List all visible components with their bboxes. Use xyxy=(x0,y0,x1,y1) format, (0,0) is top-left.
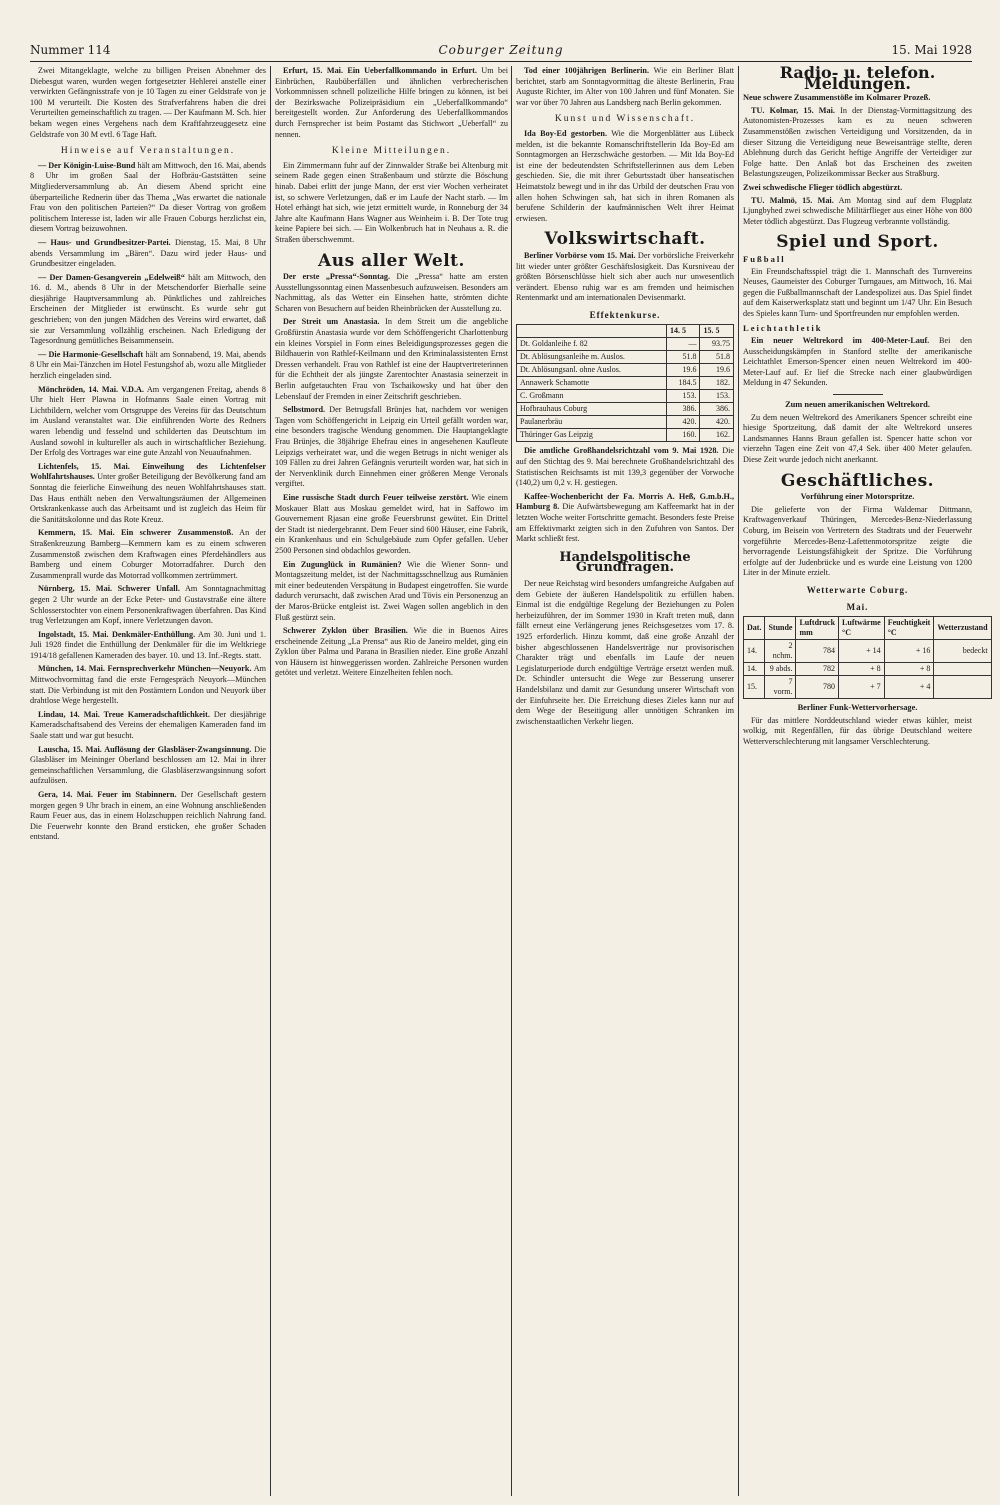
article xyxy=(275,272,508,314)
column-rule xyxy=(270,66,271,1496)
weather-table xyxy=(743,616,992,699)
article-list xyxy=(30,161,266,843)
subheading: Zwei schwedische Flieger tödlich abgestürzt. xyxy=(743,182,903,192)
article xyxy=(275,317,508,402)
section-title-big: Spiel und Sport. xyxy=(776,232,939,253)
table-cell: 51.8 xyxy=(666,351,700,364)
article xyxy=(743,106,972,180)
table-cell xyxy=(934,676,991,699)
article xyxy=(743,336,972,389)
table-body xyxy=(517,338,734,442)
article-lead: Lauscha, 15. Mai. Auflösung der Glasbläser-Zwangsinnung. xyxy=(38,744,252,754)
article-text: Ein Zimmermann fuhr auf der Zinnwalder Straße bei Altenburg mit seinem Rade gegen einen Straßenbaum und stürzte die Böschung hinab. Dabei erlitt der junge Mann, der erst vier Wochen verheiratet ist, so schwere Verletzungen, daß er im Laufe der Nacht starb. — Im Hotel erhängt hat sich, wie jetzt ermittelt wurde, in Ronneburg der 34 Jahre alte Kaufmann Hans Wagner aus Weinheim i. B. Der Tote trug keine Papiere bei sich. — Ein Wolkenbruch hat in Neuhaus a. R. die Straßen überschwemmt. xyxy=(275,160,508,244)
article-lead: TU. Malmö, 15. Mai. xyxy=(751,195,834,205)
article-lead: Berliner Vorbörse vom 15. Mai. xyxy=(524,250,636,260)
article-lead: Ingolstadt, 15. Mai. Denkmäler-Enthüllung. xyxy=(38,629,196,639)
subheading: Berliner Funk-Wettervorhersage. xyxy=(797,703,918,713)
table-cell: 184.5 xyxy=(666,377,700,390)
table-row xyxy=(744,640,992,663)
table-cell: 162. xyxy=(700,429,734,442)
article xyxy=(30,630,266,662)
article xyxy=(275,626,508,679)
article-text: Der diesjährige Kameradschaftsabend des Vereins der ehemaligen Kameraden fand im Saale statt und war gut besucht. xyxy=(30,709,266,741)
article-lead: Mönchröden, 14. Mai. V.D.A. xyxy=(38,384,144,394)
article xyxy=(516,66,734,108)
table-cell: 15. xyxy=(744,676,765,699)
table-header-cell: Luftwärme °C xyxy=(839,617,885,640)
article-lead: Die amtliche Großhandelsrichtzahl vom 9. Mai 1928. xyxy=(524,446,719,456)
table-cell: 784 xyxy=(796,640,839,663)
column-rule xyxy=(511,66,512,1496)
article-lead: Nürnberg, 15. Mai. Schwerer Unfall. xyxy=(38,584,180,594)
article xyxy=(30,462,266,526)
article-text: Wie die in Buenos Aires erscheinende Zeitung „La Prensa“ aus Rio de Janeiro meldet, ging ein Zyklon über Palma und Parana in Brasilien nieder. Eine große Anzahl von Häusern ist hinweggerissen worden. Zahlreiche Personen wurden getötet und verletzt. Weitere Einzelheiten fehlen noch. xyxy=(275,626,508,678)
article xyxy=(275,66,508,140)
table-cell: + 8 xyxy=(884,663,934,676)
subheading: Zum neuen amerikanischen Weltrekord. xyxy=(785,400,930,410)
table-cell: Thüringer Gas Leipzig xyxy=(517,429,667,442)
radio-banner: Radio- u. telefon. Meldungen. xyxy=(779,63,936,93)
page-number: Nummer 114 xyxy=(30,43,111,57)
article xyxy=(30,350,266,382)
article-text: Die Aufwärtsbewegung am Kaffeemarkt hat in der letzten Woche weiter Fortschritte gemacht. Besonders feste Preise am Effektivmarkt zeigten sich in den Zufuhren von Santos. Der Markt schließt fest. xyxy=(516,502,735,544)
article-lead: Eine russische Stadt durch Feuer teilweise zerstört. xyxy=(283,492,469,502)
article-text: Am vergangenen Freitag, abends 8 Uhr hielt Herr Plawna in Hofmanns Saale einen Vortrag mit Lichtbildern, welcher vom Ortsgruppe des Vereins für das Deutschtum im Ausland veranstaltet war. Die einführenden Worte des Redners waren lebendig und fesselnd und schilderten das Deutschtum im Ausland sowohl in kultureller als auch in wirtschaftlicher Beziehung. Der Erfolg des Vortrages war eine gute Anzahl von Neuaufnahmen. xyxy=(30,384,266,458)
article-lead: Lichtenfels, 15. Mai. Einweihung des Lichtenfelser Wohlfahrtshauses. xyxy=(30,461,266,482)
article-lead: — Haus- und Grundbesitzer-Partei. xyxy=(38,237,171,247)
article xyxy=(516,492,734,545)
article xyxy=(30,790,266,843)
table-body xyxy=(744,640,992,699)
weather-title: Wetterwarte Coburg. xyxy=(806,584,909,595)
article-lead: Kemmern, 15. Mai. Ein schwerer Zusammenstoß. xyxy=(38,528,234,538)
newspaper-name: Coburger Zeitung xyxy=(438,43,564,57)
article-lead: TU. Kolmar, 15. Mai. xyxy=(751,105,835,115)
table-cell: 386. xyxy=(666,403,700,416)
article-text: Wie einem Moskauer Blatt aus Moskau gemeldet wird, hat in Saffowo im Gouvernement Rjasan eine große Feuersbrunst gewütet. Ein Drittel der Stadt ist niedergebrannt. Dem Feuer sind 600 Häuser, eine Fabrik, ein Krankenhaus und ein Schulgebäude zum Opfer gefallen. Ueber 2500 Personen sind obdachlos geworden. xyxy=(275,492,508,555)
table-header-cell xyxy=(517,325,667,338)
table-cell: Hofbrauhaus Coburg xyxy=(517,403,667,416)
table-cell: Paulanerbräu xyxy=(517,416,667,429)
article-text: Für das mittlere Norddeutschland wieder etwas kühler, meist wolkig, mit Regenfällen, für das übrige Deutschland weitere Wetterverschlechterung mit langsamer Verschlechterung. xyxy=(743,715,972,746)
article-text: Der vorbörsliche Freiverkehr litt wieder unter größter Geschäftslosigkeit. Das Kursniveau der größten Börsenschlüsse hielt sich aber auch nur unwesentlich verändert. Ebenso ruhig war es am fremden und heimischen Rentenmarkt und am internationalen Devisenmarkt. xyxy=(516,250,735,303)
table-cell: 780 xyxy=(796,676,839,699)
article xyxy=(30,385,266,459)
article-text: hält am Mittwoch, den 16. Mai, abends 8 Uhr im großen Saal der Hofbräu-Gaststätten seine Mitgliederversammlung ab. An diesem Abend spricht eine überparteiliche Rednerin über das Thema „Was erwartet die nationale Frau von den politischen Parteien?“ Da dieser Vortrag von großem politischem Interesse ist, laden wir alle Frauen Coburgs herzlichst ein, diesem Vortrag beizuwohnen. xyxy=(30,160,266,234)
table-header-cell: 14. 5 xyxy=(666,325,700,338)
masthead xyxy=(30,40,972,62)
article-lead: — Der Königin-Luise-Bund xyxy=(38,160,136,170)
subheading: Vorführung einer Motorspritze. xyxy=(800,492,915,502)
article-lead: Selbstmord. xyxy=(283,405,326,415)
table-row xyxy=(744,663,992,676)
article-list xyxy=(275,272,508,679)
article-text: Wie ein Berliner Blatt berichtet, starb am Sonntagvormittag die älteste Berlinerin, Frau Auguste Richter, im Alter von 100 Jahren und fünf Monaten. Sie war vor über 70 Jahren aus Landsberg nach Berlin gekommen. xyxy=(516,66,735,107)
article-lead: Der Streit um Anastasia. xyxy=(283,317,380,327)
table-cell: 160. xyxy=(666,429,700,442)
table-cell: 420. xyxy=(666,416,700,429)
table-cell: 93.75 xyxy=(700,338,734,351)
table-cell: 14. xyxy=(744,640,765,663)
article xyxy=(275,405,508,490)
table-cell: 782 xyxy=(796,663,839,676)
article xyxy=(516,129,734,224)
table-header-cell: Stunde xyxy=(765,617,796,640)
table-row xyxy=(517,351,734,364)
article-text: In dem Streit um die angebliche Großfürstin Anastasia wurde vor dem Schöffengericht Charlottenburg ein kleines Vorspiel in Form eines Beleidigungsprozesses gegen die Bildhauerin von Rathlef-Keilmann und den Kriminalassistenten Ernst Dressen verhandelt. Frau von Rathlef ist eine der Hauptvertreterinnen für die Echtheit der als jüngste Zarentochter Anastasia seinerzeit in Berlin aufgetauchten Frau von Tschaikowsky und hat über den Lebenslauf der Fremden in einer Zeitschrift geschrieben. xyxy=(275,317,508,401)
table-cell: C. Großmann xyxy=(517,390,667,403)
article xyxy=(30,273,266,347)
table-cell: 420. xyxy=(700,416,734,429)
table-cell: 182. xyxy=(700,377,734,390)
article-lead: Gera, 14. Mai. Feuer im Stabinnern. xyxy=(38,790,177,799)
table-cell: + 8 xyxy=(839,663,885,676)
article-lead: Ein Zugunglück in Rumänien? xyxy=(283,559,402,569)
divider xyxy=(833,394,883,395)
table-row xyxy=(744,676,992,699)
table-cell: Annawerk Schamotte xyxy=(517,377,667,390)
table-cell: Dt. Goldanleihe f. 82 xyxy=(517,338,667,351)
table-header-cell: 15. 5 xyxy=(700,325,734,338)
stock-table xyxy=(516,324,734,442)
issue-date: 15. Mai 1928 xyxy=(891,43,972,57)
article-text: Die „Pressa“ hatte am ersten Ausstellungssonntag einen Massenbesuch aufzuweisen. Besonders am Nachmittag, als das Wetter ein Einsehen hatte, strömten dichte Scharen von Besuchern auf beiden Rheinbrücken der Ausstellung zu. xyxy=(275,272,508,313)
article-text: Die auf den Stichtag des 9. Mai berechnete Großhandelsrichtzahl des Statistischen Reichsamts ist mit 139,3 gegenüber der Vorwoche (140,2) um 0,2 v. H. gestiegen. xyxy=(516,446,735,488)
article xyxy=(30,584,266,626)
section-title-big: Aus aller Welt. xyxy=(318,250,465,271)
article xyxy=(275,493,508,557)
table-row xyxy=(517,429,734,442)
table-header-row xyxy=(744,617,992,640)
article-text: Der Gesellschaft gestern morgen gegen 9 Uhr brach in einem, an eine Wohnung anschließenden Raum Feuer aus, das in einem Holzschuppen reichlich Nahrung fand. Die Feuerwehr konnte den Brand ersticken, ehe großer Schaden entstand. xyxy=(30,790,266,842)
table-cell: + 7 xyxy=(839,676,885,699)
article-lead: — Der Damen-Gesangverein „Edelweiß“ xyxy=(38,272,185,282)
article-text: Wie die Wiener Sonn- und Montagszeitung meldet, ist der Nachmittagsschnellzug aus Rumänien mit einer bedeutenden Verspätung in Budapest eingetroffen. Sie wurde dadurch verursacht, daß zwischen Arad und Tövis ein Personenzug an der Maros-Brücke entgleist ist. Zwei Wagen sollen angeblich in den Fluß gestürzt sein. xyxy=(275,559,508,622)
article xyxy=(30,238,266,270)
article-text: hält am Sonnabend, 19. Mai, abends 8 Uhr ein Mai-Tänzchen im Hotel Festungshof ab, wozu alle Mitglieder herzlich eingeladen sind. xyxy=(30,349,267,381)
article-lead: Ida Boy-Ed gestorben. xyxy=(524,128,608,138)
article-text: Bei den Ausscheidungskämpfen in Stanford stellte der amerikanische Leichtathlet Emerson-Spencer einen neuen Weltrekord im 400-Meter-Lauf auf. Er lief die Strecke nach einer glaubwürdigen Meldung in 47 Sekunden. xyxy=(743,336,973,388)
subheading: Neue schwere Zusammenstöße im Kolmarer Prozeß. xyxy=(743,93,931,103)
article-text: hält am Mittwoch, den 16. d. M., abends 8 Uhr in der Metschendorfer Bierhalle seine diesjährige Hauptversammlung ab. Pünktliches und zahlreiches Erscheinen der Mitglieder ist erwünscht. Es wurde sehr gut geschrieben; von den jungen Mädchen des Vereins wird erwartet, daß sie zur Versammlung vollzählig erscheinen. Nach Erledigung der Tagesordnung gemütliches Beisammensein. xyxy=(30,272,266,346)
table-header-cell: Wetterzustand xyxy=(934,617,991,640)
article-text: Am Mittwochvormittag fand die erste Ferngespräch Neuyork—München statt. Die Verbindung ist mit den Postämtern London und Neuyork über drahtlose Wege hergestellt. xyxy=(30,664,266,706)
table-cell: + 14 xyxy=(839,640,885,663)
section-title: Handelspolitische Grundfragen. xyxy=(559,549,691,576)
section-title-big: Geschäftliches. xyxy=(780,470,935,491)
article-text: Am 30. Juni und 1. Juli 1928 findet die Enthüllung der Denkmäler für die im Weltkriege 1914/18 gefallenen Kameraden des bayer. 10. und 13. Inf.-Regts. statt. xyxy=(30,629,266,660)
article-lead: Tod einer 100jährigen Berlinerin. xyxy=(524,66,650,75)
column-1 xyxy=(30,66,266,1496)
article xyxy=(30,528,266,581)
table-header-cell: Feuchtigkeit °C xyxy=(884,617,934,640)
table-cell: Dt. Ablösungsanl. ohne Auslos. xyxy=(517,364,667,377)
article-intro: Zwei Mitangeklagte, welche zu billigen Preisen Abnehmer des Diebesgut waren, wurden wegen fortgesetzter Hehlerei anstelle einer verwirkten Gefängnisstrafe von je 10 Tagen zu einer Geldstrafe von je 100 M verurteilt. Die Kosten des Strafverfahrens haben die drei Verurteilten gemeinschaftlich zu tragen. — Der Kaufmann M. Sch. hier bekam wegen eines Vergehens nach dem Kraftfahrzeuggesetz eine Geldstrafe von 30 M evtl. 6 Tage Haft. xyxy=(30,66,266,139)
table-cell: 7 vorm. xyxy=(765,676,796,699)
table-cell: 19.6 xyxy=(666,364,700,377)
table-cell: 386. xyxy=(700,403,734,416)
section-title-big: Volkswirtschaft. xyxy=(544,229,706,250)
article xyxy=(516,251,734,304)
table-cell: 51.8 xyxy=(700,351,734,364)
article-text: Der neue Reichstag wird besonders umfangreiche Aufgaben auf dem Gebiete der äußeren Handelspolitik zu erfüllen haben. Einmal ist die endgültige Regelung der Beziehungen zu Polen herbeizuführen, der im Sommer 1930 in Kraft treten muß, dann fällt erneut eine Verlängerung jenes Reichsgesetzes vom 17. 8. 1925 erforderlich. Hinzu kommt, daß eine große Anzahl der bisher abgeschlossenen Handelsverträge nur provisorischen Charakter trägt und ebenfalls im Laufe der neuen Legislaturperiode durch endgültige Verträge ersetzt werden muß. Dr. Schindler untersucht die Wege zur Besserung unserer Handelsbilanz und damit zur Gesundung unserer Wirtschaft von der Einfuhrseite her. Die Erreichung dieses Zieles kann nur auf dem Wege der Beseitigung aller unnötigen Schranken im zwischenstaatlichen Verkehr liegen. xyxy=(516,579,734,726)
article-text: Am Sonntagnachmittag gegen 2 Uhr wurde an der Ecke Peter- und Gustavstraße eine ältere Schlosserstochter von einem Personenkraftwagen überfahren. Das Kind trug Verletzungen am Kopf, innere Verletzungen davon. xyxy=(30,584,266,626)
table-header-cell: Luftdruck mm xyxy=(796,617,839,640)
article-text: Dienstag, 15. Mai, 8 Uhr abends Versammlung im „Bären“. Dazu wird jeder Haus- und Grundbesitzer eingeladen. xyxy=(30,237,266,269)
sport-category: Fußball xyxy=(743,253,786,264)
article xyxy=(30,664,266,706)
article xyxy=(30,161,266,235)
article-text: Der Betrugsfall Brünjes hat, nachdem vor wenigen Tagen vom Schöffengericht in Leipzig ein Urteil gefällt worden war, eine besonders tragische Wendung genommen. Die Hauptangeklagte Frau Brünjes, die 38jährige Ehefrau eines in angesehenen Kaufleute Leipzigs verheiratet war, und die wegen Betrugs in nicht weniger als 109 Fällen zu drei Jahren Gefängnis verurteilt worden war, hat sich in der Nervenklinik durch Einnehmen einer größeren Menge Veronals vergiftet. xyxy=(275,405,508,489)
table-cell: bedeckt xyxy=(934,640,991,663)
article-text: Unter großer Beteiligung der Bevölkerung fand am Sonntag die feierliche Einweihung des neuen Wohlfahrtshauses statt. Das Haus enthält neben den Verwaltungsräumen der Allgemeinen Ortskrankenkasse auch das Arbeitsamt und ist zugleich das Heim für die Sanitätskolonne und das Rote Kreuz. xyxy=(30,472,266,524)
column-2 xyxy=(275,66,508,1496)
article-text: Zu dem neuen Weltrekord des Amerikaners Spencer schreibt eine hiesige Sportzeitung, daß damit der alte Weltrekord unseres Landsmannes Hanns Braun gefallen ist. Spencer hatte schon vor vierzehn Tagen eine Zeit von 47,4 Sek. über 400 Meter gelaufen. Diese Zeit wurde jedoch nicht anerkannt. xyxy=(743,412,972,464)
table-cell: 153. xyxy=(666,390,700,403)
article-text: Die Glasbläser im Meininger Oberland beschlossen am 12. Mai in ihrer gemeinschaftlichen Versammlung, die Glasbläserzwangsinnung sofort aufzulösen. xyxy=(30,744,266,786)
table-row xyxy=(517,416,734,429)
table-cell: + 16 xyxy=(884,640,934,663)
table-title: Effektenkurse. xyxy=(589,309,661,320)
table-header-cell: Dat. xyxy=(744,617,765,640)
table-cell: + 4 xyxy=(884,676,934,699)
section-title: Kleine Mitteilungen. xyxy=(331,146,452,157)
article-text: Ein Freundschaftsspiel trägt die 1. Mannschaft des Turnvereins Neuses, Gaumeister des Coburger Turngaues, am Mittwoch, 16. Mai gegen die Fußballmannschaft der Landespolizei aus. Das Spiel findet auf dem Kaiserwerksplatz statt und beginnt um 1/47 Uhr. Ein Besuch des Spieles kann Turn- und Sportfreunden nur empfohlen werden. xyxy=(743,266,972,318)
sport-category: Leichtathletik xyxy=(743,323,823,334)
article-lead: Lindau, 14. Mai. Treue Kameradschaftlichkeit. xyxy=(38,709,210,719)
table-row xyxy=(517,338,734,351)
article xyxy=(30,745,266,787)
article-text: In der Dienstag-Vormittagsitzung des Autonomisten-Prozesses kam es zu neuen schweren Zusammenstößen zwischen Verteidigung und Vorsitzenden, da in dieser Sitzung die Verteidigung neue Beweisanträge stellte, deren Ablehnung durch das Gericht heftige Angriffe der Verteidiger zur Folge hatte. Den Anlaß bot das Erscheinen des zweiten Belastungszeugen, Polizeikommissar Becker aus Straßburg. xyxy=(743,105,972,179)
column-3 xyxy=(516,66,734,1496)
weather-month: Mai. xyxy=(846,601,869,612)
table-row xyxy=(517,377,734,390)
table-cell xyxy=(934,663,991,676)
table-row xyxy=(517,364,734,377)
article-text: Um bei Einbrüchen, Raubüberfällen und ähnlichen verbrecherischen Vorkommnissen schnell polizeiliche Hilfe bringen zu können, ist bei der Bezirkswache Polizeipräsidium ein „Ueberfallkommando“ bereitgestellt worden. Zur Anforderung des Ueberfallkommandos durch Fernsprecher ist beim Postamt das Stichwort „Ueberfall“ zu nennen. xyxy=(275,66,508,139)
column-rule xyxy=(738,66,739,1496)
article-lead: München, 14. Mai. Fernsprechverkehr München—Neuyork. xyxy=(38,664,252,674)
article xyxy=(516,446,734,488)
article-text: Wie die Morgenblätter aus Lübeck melden, ist die bekannte Romanschriftstellerin Ida Boy-Ed am Sonntagmorgen an Herzschwäche gestorben. — Mit Ida Boy-Ed ist eine der bedeutendsten Schriftstellerinnen aus dem Leben geschieden. Sie, die mit ihrer Geburtsstadt über hanseatischen Heimatstolz bewegt und in ihr das Urbild der deutschen Frau von allen hohen Schwingen sah, hat sich in ihren Romanen als berufene Schilderin der kaufmännischen Welt ihrer Heimat erwiesen. xyxy=(516,128,734,223)
article-text: An der Straßenkreuzung Bamberg—Kemmern kam es zu einem schweren Zusammenstoß zwischen dem Kraftwagen eines Pferdehändlers aus Bamberg und einem Coburger Motorradfahrer. Durch den Zusammenprall wurde das Motorrad vollkommen zertrümmert. xyxy=(30,528,266,580)
column-4 xyxy=(743,63,988,1496)
table-cell: Dt. Ablösungsanleihe m. Auslos. xyxy=(517,351,667,364)
table-row xyxy=(517,390,734,403)
table-cell: 14. xyxy=(744,663,765,676)
article-text: Am Montag sind auf dem Flugplatz Ljungbyhed zwei schwedische Militärflieger aus einer Höhe von 800 Meter tödlich abgestürzt. Das Flugzeug verbrannte vollständig. xyxy=(743,195,972,226)
article xyxy=(30,710,266,742)
article-lead: Erfurt, 15. Mai. Ein Ueberfallkommando in Erfurt. xyxy=(283,66,477,75)
table-cell: 153. xyxy=(700,390,734,403)
table-row xyxy=(517,403,734,416)
section-title: Hinweise auf Veranstaltungen. xyxy=(60,146,236,157)
table-cell: 2 nchm. xyxy=(765,640,796,663)
article-lead: Ein neuer Weltrekord im 400-Meter-Lauf. xyxy=(751,336,930,346)
article xyxy=(743,196,972,228)
article xyxy=(275,560,508,624)
article-lead: Der erste „Pressa“-Sonntag. xyxy=(283,272,391,282)
table-cell: — xyxy=(666,338,700,351)
table-cell: 19.6 xyxy=(700,364,734,377)
table-header-row xyxy=(517,325,734,338)
table-cell: 9 abds. xyxy=(765,663,796,676)
article-lead: Kaffee-Wochenbericht der Fa. Morris A. Heß, G.m.b.H., Hamburg 8. xyxy=(516,491,734,512)
article-lead: — Die Harmonie-Gesellschaft xyxy=(38,349,144,359)
section-title: Kunst und Wissenschaft. xyxy=(554,114,696,125)
article-text: Die gelieferte von der Firma Waldemar Dittmann, Kraftwagenverkauf Thüringen, Mercedes-Benz-Niederlassung Coburg, im Beisein von Vertretern des Stadtrats und der Feuerwehr vorgeführte Mercedes-Benz-Lafettenmotorspritze zeigte die hervorragende Leistungsfähigkeit der Spritze. Die Vorführung erfolgte auf der Judenbrücke und es wurde eine Leistung von 1200 Liter in der Minute erzielt. xyxy=(743,504,972,578)
article-lead: Schwerer Zyklon über Brasilien. xyxy=(283,626,408,636)
